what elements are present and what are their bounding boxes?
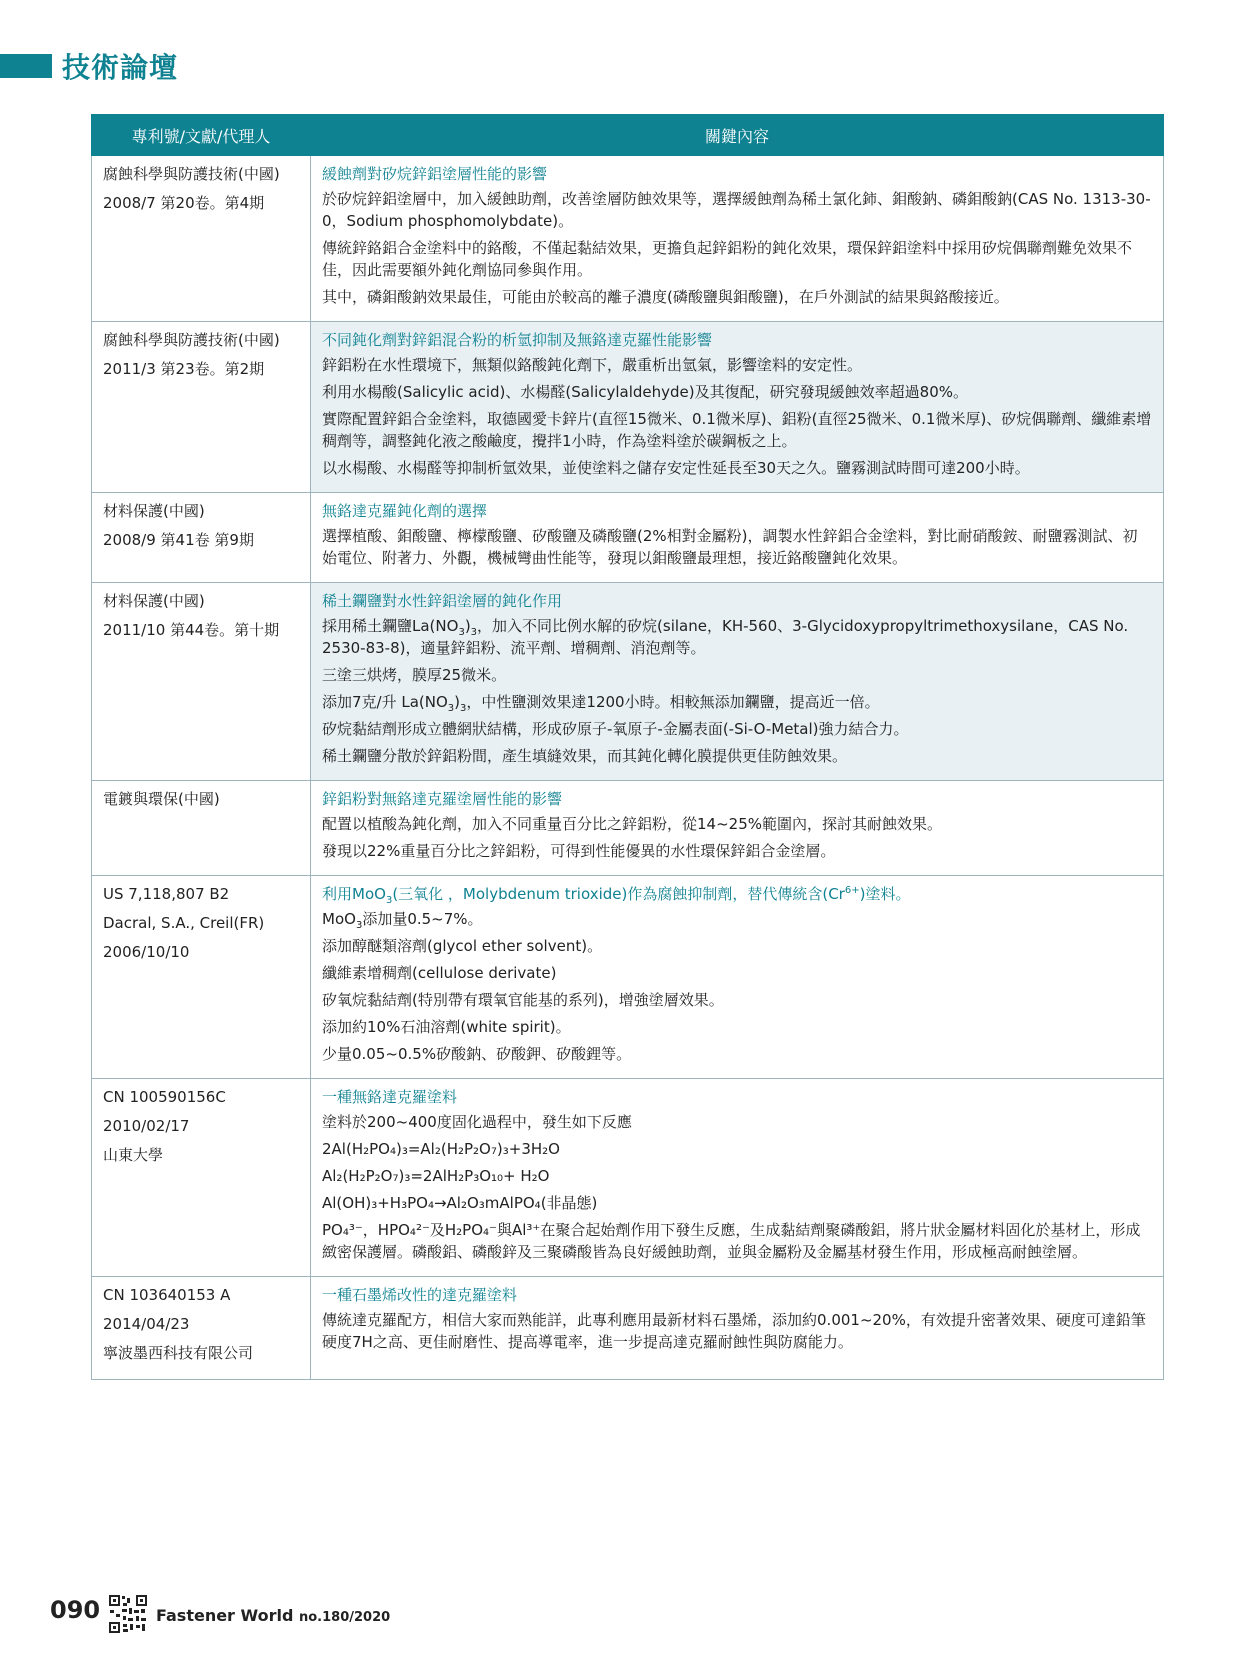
magazine-name: Fastener World no.180/2020: [156, 1606, 391, 1625]
table-row: [92, 781, 1164, 876]
content-title: 無鉻達克羅鈍化劑的選擇: [322, 502, 488, 520]
table-row: [92, 583, 1164, 781]
table-row: [92, 493, 1164, 583]
content-paragraph: 傳統鋅鉻鋁合金塗料中的鉻酸，不僅起黏結效果，更擔負起鋅鋁粉的鈍化效果，環保鋅鋁塗料中採用矽烷偶聯劑難免效果不佳，因此需要額外鈍化劑協同參與作用。: [322, 239, 1133, 279]
source-line: CN 100590156C: [103, 1088, 226, 1106]
table-row: [92, 1079, 1164, 1277]
table-row: [92, 322, 1164, 493]
source-cell: [92, 493, 311, 583]
content-cell: [311, 1079, 1164, 1277]
content-cell: [311, 876, 1164, 1079]
content-paragraph: 以水楊酸、水楊醛等抑制析氫效果，並使塗料之儲存安定性延長至30天之久。鹽霧測試時間可達200小時。: [322, 459, 1030, 477]
source-line: 2008/9 第41卷 第9期: [103, 531, 254, 549]
content-cell: [311, 156, 1164, 322]
content-title: 緩蝕劑對矽烷鋅鋁塗層性能的影響: [322, 165, 548, 183]
content-paragraph: 傳統達克羅配方，相信大家而熟能詳，此專利應用最新材料石墨烯，添加約0.001~20%，有效提升密著效果、硬度可達鉛筆硬度7H之高、更佳耐磨性、提高導電率，進一步提高達克羅耐蝕性與防腐能力。: [322, 1311, 1146, 1351]
source-cell: [92, 781, 311, 876]
source-line: 2011/10 第44卷。第十期: [103, 621, 280, 639]
source-line: 材料保護(中國): [103, 502, 205, 520]
content-paragraph: 矽氧烷黏結劑(特別帶有環氧官能基的系列)，增強塗層效果。: [322, 991, 724, 1009]
table-row: [92, 876, 1164, 1079]
table-header-row: [92, 115, 1164, 156]
source-line: Dacral, S.A., Creil(FR): [103, 914, 265, 932]
patent-table: [91, 114, 1164, 1380]
source-line: 2006/10/10: [103, 943, 190, 961]
reaction-equation: Al₂(H₂P₂O₇)₃=2AlH₂P₃O₁₀+ H₂O: [322, 1167, 550, 1185]
content-paragraph: 配置以植酸為鈍化劑，加入不同重量百分比之鋅鋁粉，從14~25%範圍內，探討其耐蝕效果。: [322, 815, 942, 833]
source-line: 2011/3 第23卷。第2期: [103, 360, 265, 378]
reaction-equation: Al(OH)₃+H₃PO₄→Al₂O₃mAlPO₄(非晶態): [322, 1194, 598, 1212]
issue-number: no.180/2020: [299, 1610, 391, 1625]
source-cell: [92, 876, 311, 1079]
page-number: 090: [50, 1596, 101, 1624]
source-cell: [92, 1079, 311, 1277]
content-paragraph: 纖維素增稠劑(cellulose derivate): [322, 964, 557, 982]
source-cell: [92, 1277, 311, 1380]
content-paragraph: 塗料於200~400度固化過程中，發生如下反應: [322, 1113, 632, 1131]
source-line: 腐蝕科學與防護技術(中國): [103, 331, 280, 349]
content-paragraph: MoO$_3$添加量0.5~7%。: [322, 910, 483, 931]
content-title: 一種石墨烯改性的達克羅塗料: [322, 1286, 518, 1304]
content-paragraph: 鋅鋁粉在水性環境下，無類似鉻酸鈍化劑下，嚴重析出氫氣，影響塗料的安定性。: [322, 356, 863, 374]
content-paragraph: 選擇植酸、鉬酸鹽、檸檬酸鹽、矽酸鹽及磷酸鹽(2%相對金屬粉)，調製水性鋅鋁合金塗料，對比耐硝酸銨、耐鹽霧測試、初始電位、附著力、外觀，機械彎曲性能等，發現以鉬酸鹽最理想，接近鉻酸鹽鈍化效果。: [322, 527, 1138, 567]
content-paragraph: 矽烷黏結劑形成立體網狀結構，形成矽原子-氧原子-金屬表面(-Si-O-Metal)強力結合力。: [322, 720, 909, 738]
source-cell: [92, 583, 311, 781]
content-paragraph: 添加7克/升 $La(NO_3)_3$，中性鹽測效果達1200小時。相較無添加鑭鹽，提高近一倍。: [322, 693, 880, 714]
content-paragraph: PO₄³⁻，HPO₄²⁻及H₂PO₄⁻與Al³⁺在聚合起始劑作用下發生反應，生成黏結劑聚磷酸鋁，將片狀金屬材料固化於基材上，形成緻密保護層。磷酸鋁、磷酸鋅及三聚磷酸皆為良好緩蝕助劑，並與金屬粉及金屬基材發生作用，形成極高耐蝕塗層。: [322, 1221, 1141, 1261]
reaction-equation: 2Al(H₂PO₄)₃=Al₂(H₂P₂O₇)₃+3H₂O: [322, 1140, 560, 1158]
qr-code-icon: [108, 1594, 148, 1634]
content-paragraph: 實際配置鋅鋁合金塗料，取德國愛卡鋅片(直徑15微米、0.1微米厚)、鋁粉(直徑25微米、0.1微米厚)、矽烷偶聯劑、纖維素增稠劑等，調整鈍化液之酸鹼度，攪拌1小時，作為塗料塗於碳鋼板之上。: [322, 410, 1152, 450]
content-paragraph: 添加醇醚類溶劑(glycol ether solvent)。: [322, 937, 603, 955]
source-line: 腐蝕科學與防護技術(中國): [103, 165, 280, 183]
source-line: US 7,118,807 B2: [103, 885, 230, 903]
source-line: 2010/02/17: [103, 1117, 190, 1135]
source-line: CN 103640153 A: [103, 1286, 231, 1304]
content-cell: [311, 493, 1164, 583]
content-cell: [311, 322, 1164, 493]
content-cell: [311, 781, 1164, 876]
content-paragraph: 於矽烷鋅鋁塗層中，加入緩蝕助劑，改善塗層防蝕效果等，選擇緩蝕劑為稀土氯化鈰、鉬酸鈉、磷鉬酸鈉(CAS No. 1313-30-0，Sodium phosphomolybdate)。: [322, 190, 1151, 230]
content-cell: [311, 1277, 1164, 1380]
source-line: 材料保護(中國): [103, 592, 205, 610]
content-paragraph: 少量0.05~0.5%矽酸鈉、矽酸鉀、矽酸鋰等。: [322, 1045, 632, 1063]
source-cell: [92, 156, 311, 322]
col-header-content: 關鍵內容: [311, 115, 1164, 156]
content-title: 利用MoO$_3$(三氧化 ，Molybdenum trioxide)作為腐蝕抑制劑，替代傳統含$(Cr^{6+})$塗料。: [322, 885, 911, 906]
section-color-bar: [0, 54, 52, 78]
source-line: 山東大學: [103, 1146, 164, 1164]
source-line: 2014/04/23: [103, 1315, 190, 1333]
content-paragraph: 發現以22%重量百分比之鋅鋁粉，可得到性能優異的水性環保鋅鋁合金塗層。: [322, 842, 836, 860]
content-title: 一種無鉻達克羅塗料: [322, 1088, 458, 1106]
content-title: 稀土鑭鹽對水性鋅鋁塗層的鈍化作用: [322, 592, 563, 610]
content-paragraph: 採用稀土鑭鹽$La(NO_3)_3$，加入不同比例水解的矽烷(silane，KH-560、3-Glycidoxypropyltrimethoxysilane，CAS No. 2530-83-8)，適量鋅鋁粉、流平劑、增稠劑、消泡劑等。: [322, 617, 1129, 657]
content-paragraph: 稀土鑭鹽分散於鋅鋁粉間，產生填縫效果，而其鈍化轉化膜提供更佳防蝕效果。: [322, 747, 848, 765]
content-paragraph: 其中，磷鉬酸鈉效果最佳，可能由於較高的離子濃度(磷酸鹽與鉬酸鹽)，在戶外測試的結果與鉻酸接近。: [322, 288, 1009, 306]
content-cell: [311, 583, 1164, 781]
section-title: 技術論壇: [62, 51, 179, 84]
table-row: [92, 156, 1164, 322]
content-paragraph: 利用水楊酸(Salicylic acid)、水楊醛(Salicylaldehyde)及其復配，研究發現緩蝕效率超過80%。: [322, 383, 968, 401]
content-paragraph: 添加約10%石油溶劑(white spirit)。: [322, 1018, 571, 1036]
content-paragraph: 三塗三烘烤，膜厚25微米。: [322, 666, 507, 684]
source-line: 寧波墨西科技有限公司: [103, 1344, 254, 1362]
content-title: 鋅鋁粉對無鉻達克羅塗層性能的影響: [322, 790, 563, 808]
table-row: [92, 1277, 1164, 1380]
content-title: 不同鈍化劑對鋅鋁混合粉的析氫抑制及無鉻達克羅性能影響: [322, 331, 713, 349]
source-line: 2008/7 第20卷。第4期: [103, 194, 265, 212]
source-line: 電鍍與環保(中國): [103, 790, 220, 808]
source-cell: [92, 322, 311, 493]
col-header-source: 專利號/文獻/代理人: [92, 115, 311, 156]
